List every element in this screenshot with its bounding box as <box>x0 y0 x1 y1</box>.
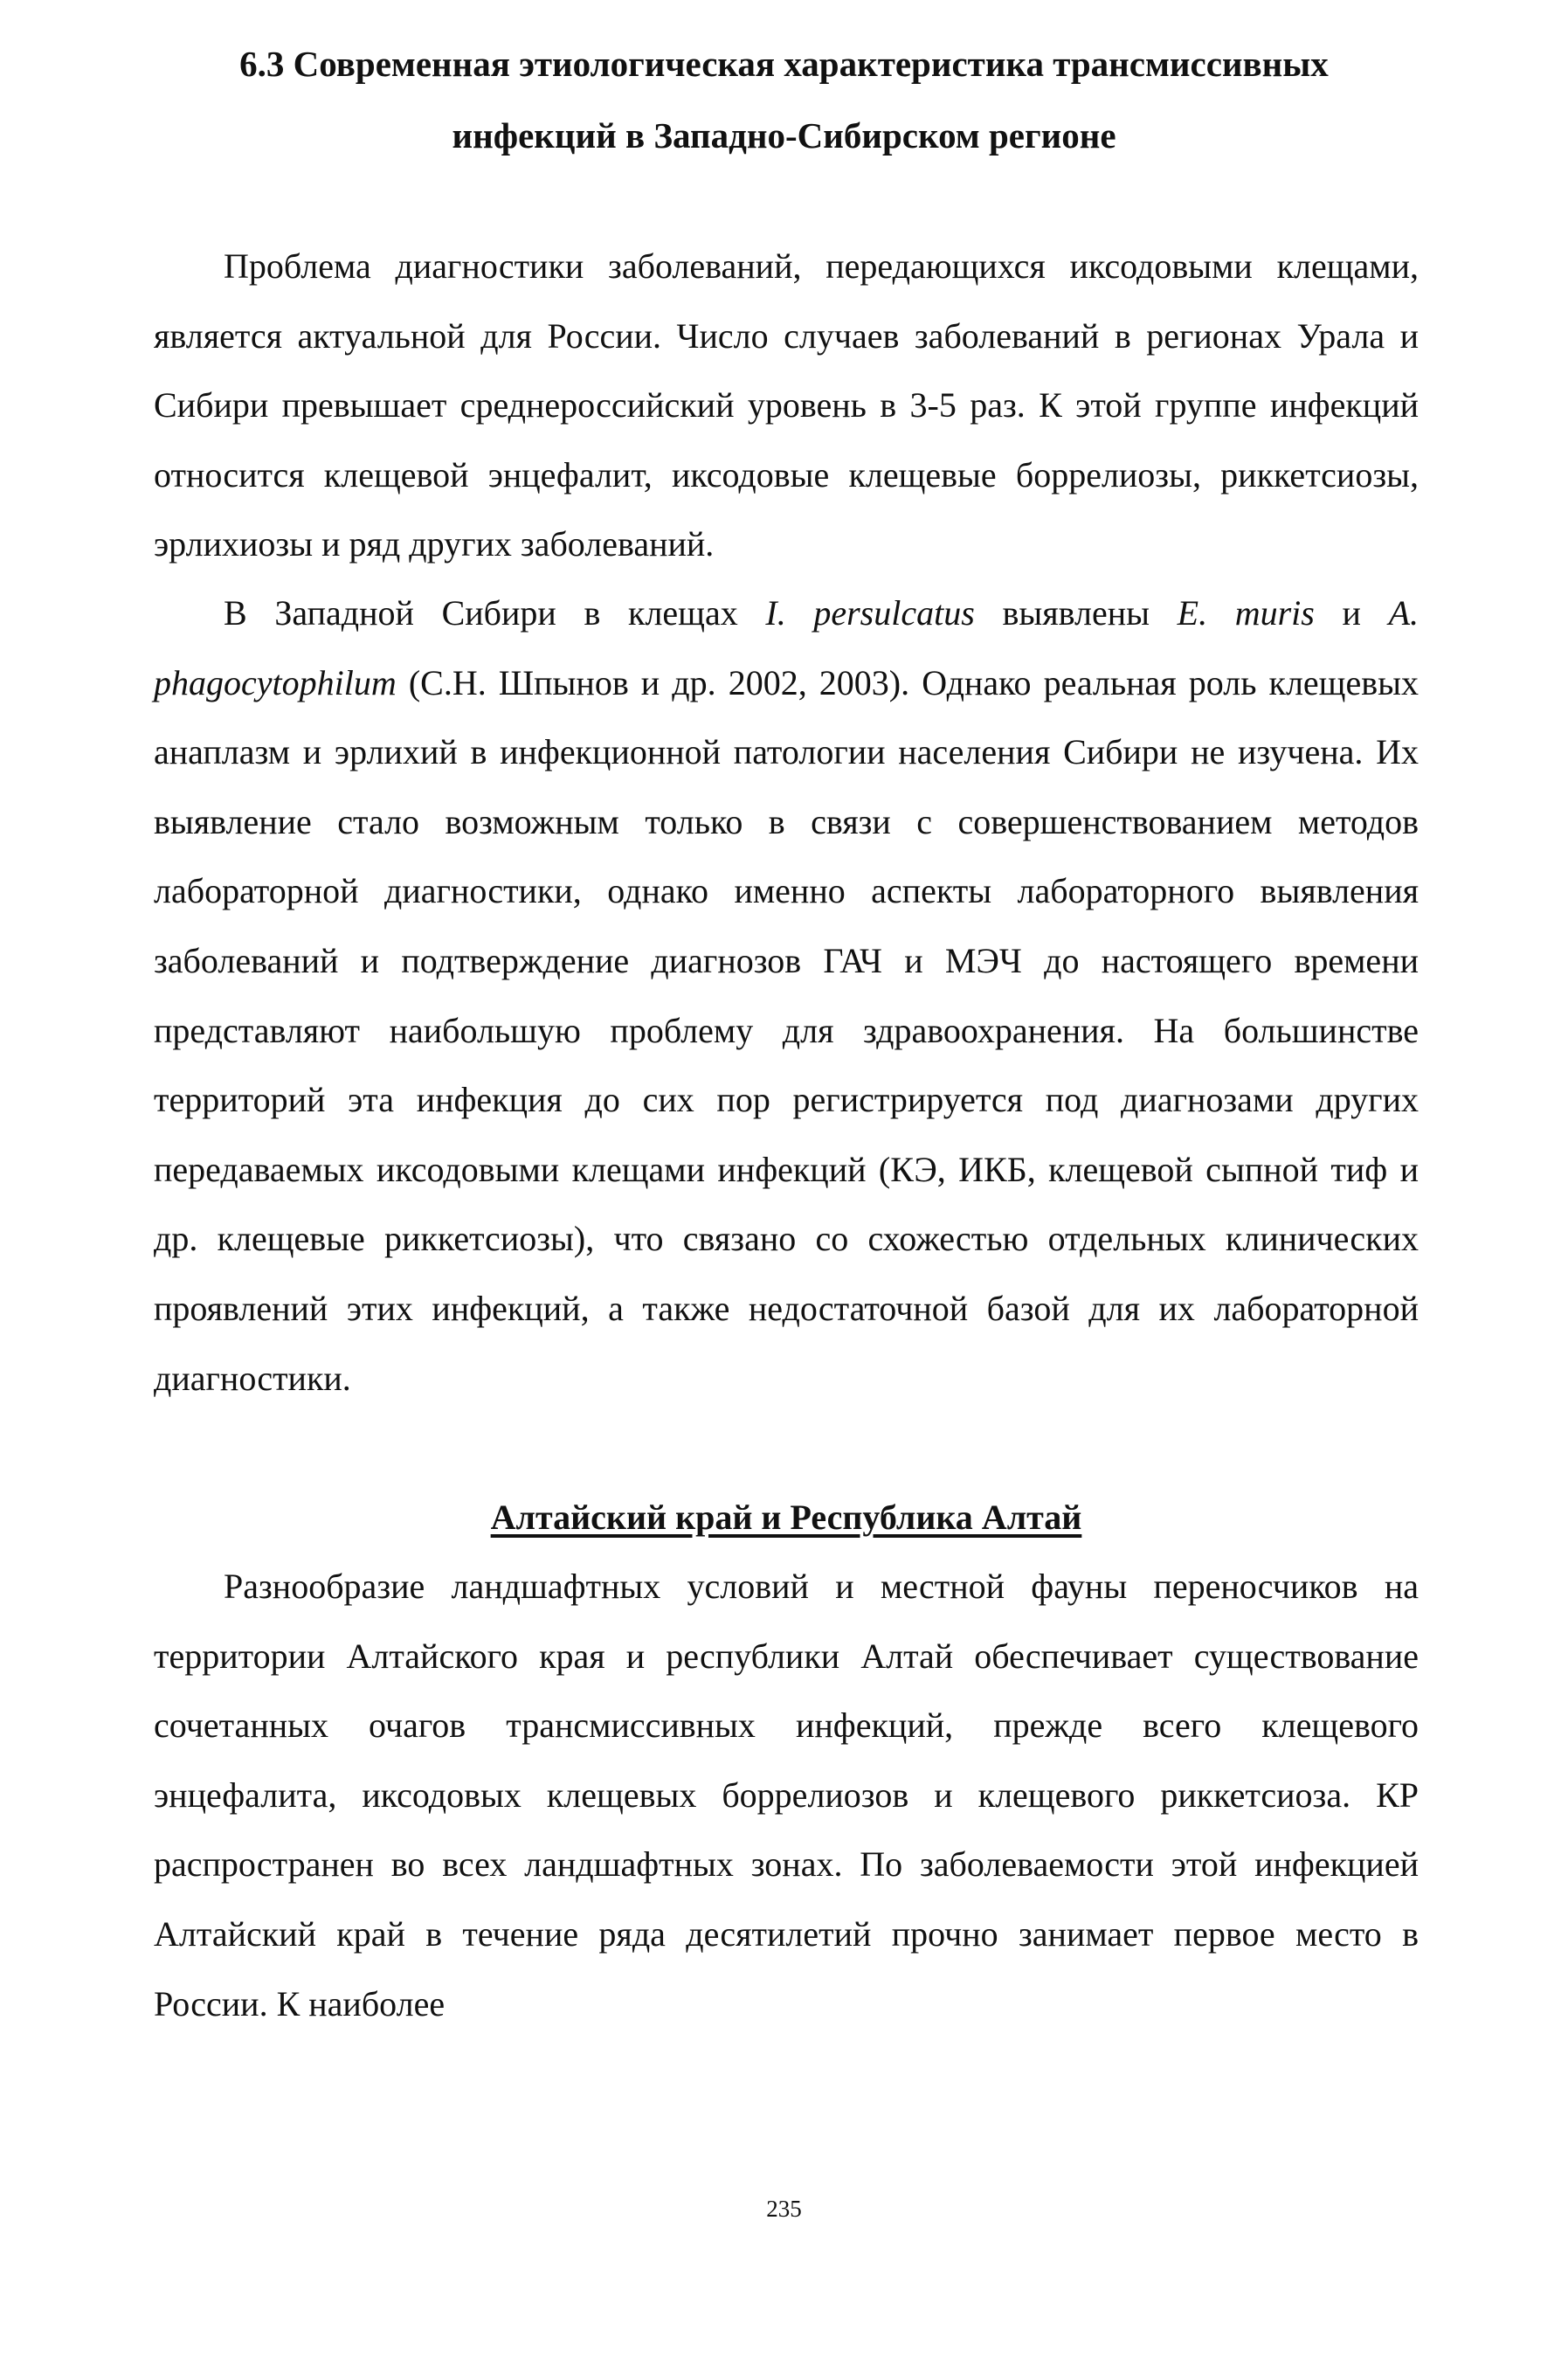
paragraph-block-1 <box>154 232 1419 579</box>
species-name-phagocytophilum: A. phagocytophilum <box>154 593 1419 702</box>
paragraph-diagnostics-problem: Проблема диагностики заболеваний, передающихся иксодовыми клещами, является актуальной для России. Число случаев заболеваний в регионах Урала и Сибири превышает среднероссийский уровень в 3-5 раз. К этой группе инфекций относится клещевой энцефалит, иксодовые клещевые боррелиозы, риккетсиозы, эрлихиозы и ряд других заболеваний. <box>154 246 1419 564</box>
species-name-muris: E. muris <box>1177 593 1315 633</box>
paragraph-altai-region: Разнообразие ландшафтных условий и местной фауны переносчиков на территории Алтайского края и республики Алтай обеспечивает существование сочетанных очагов трансмиссивных инфекций, прежде всего клещевого энцефалита, иксодовых клещевых боррелиозов и клещевого риккетсиоза. КР распространен во всех ландшафтных зонах. По заболеваемости этой инфекцией Алтайский край в течение ряда десятилетий прочно занимает первое место в России. К наиболее <box>154 1567 1419 2023</box>
section-heading <box>131 28 1437 171</box>
species-name-persulcatus: I. persulcatus <box>765 593 975 633</box>
paragraph-block-3 <box>154 1552 1419 2038</box>
paragraph-text-segment: (С.Н. Шпынов и др. 2002, 2003). Однако реальная роль клещевых анаплазм и эрлихий в инфекционной патологии населения Сибири не изучена. Их выявление стало возможным только в связи с совершенствованием методов лабораторной диагностики, однако именно аспекты лабораторного выявления заболеваний и подтверждение диагнозов ГАЧ и МЭЧ до настоящего времени представляют наибольшую проблему для здравоохранения. На большинстве территорий эта инфекция до сих пор регистрируется под диагнозами других передаваемых иксодовыми клещами инфекций (КЭ, ИКБ, клещевой сыпной тиф и др. клещевые риккетсиозы), что связано со схожестью отдельных клинических проявлений этих инфекций, а также недостаточной базой для их лабораторной диагностики. <box>154 662 1419 1398</box>
paragraph-text-segment: выявлены <box>974 593 1178 633</box>
paragraph-block-2 <box>154 578 1419 1413</box>
paragraph-text-segment: и <box>1314 593 1389 633</box>
paragraph-west-siberia <box>154 578 1419 1413</box>
section-heading-line-2: инфекций в Западно-Сибирском регионе <box>452 115 1116 156</box>
page-number: 235 <box>766 2196 802 2222</box>
paragraph-text-segment: В Западной Сибири в клещах <box>224 593 766 633</box>
section-heading-line-1: 6.3 Современная этиологическая характеристика трансмиссивных <box>239 44 1329 84</box>
subsection-heading: Алтайский край и Республика Алтай <box>490 1498 1082 1537</box>
